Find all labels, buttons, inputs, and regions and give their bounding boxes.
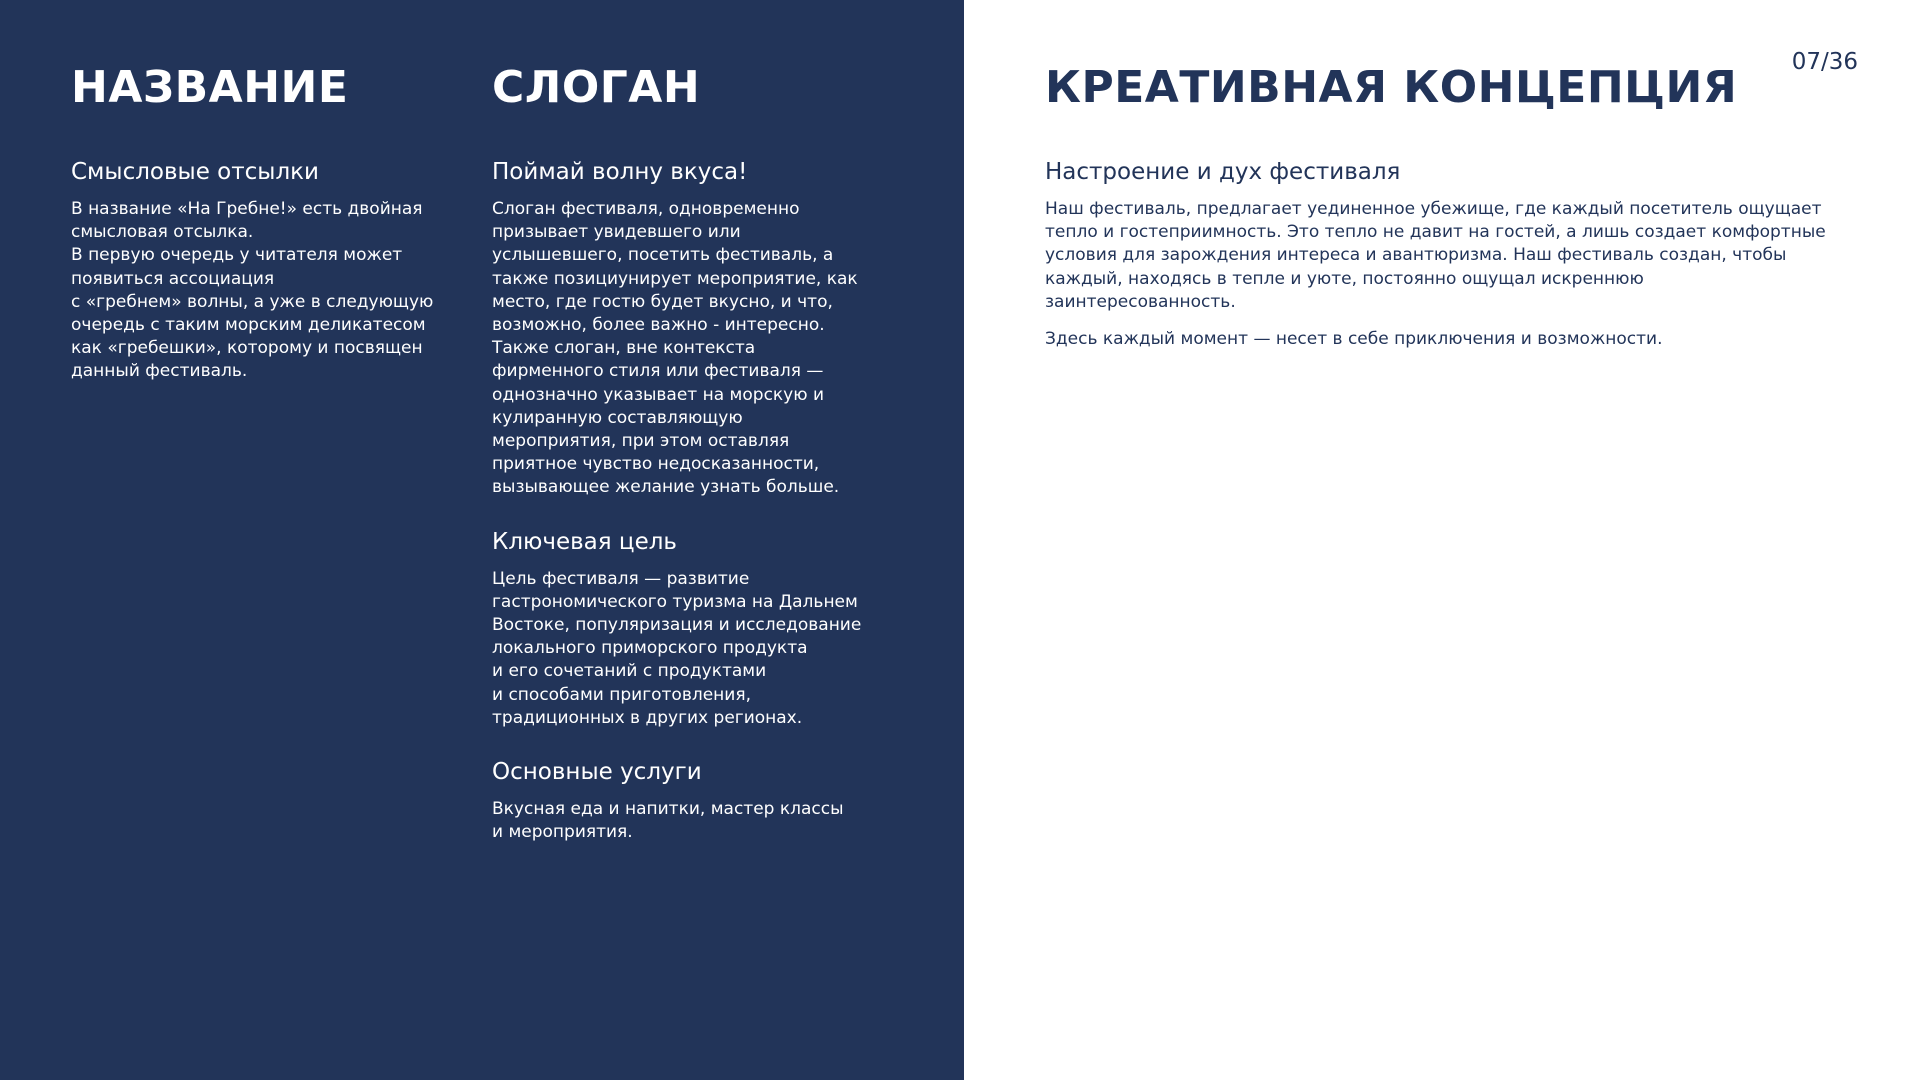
mood-text: Наш фестиваль, предлагает уединенное убежище, где каждый посетитель ощущает тепло и гостеприимность. Это тепло не давит на гостей, а лишь создает комфортные условия для зарождения интереса и авантюризма. Наш фестиваль создан, чтобы каждый, находясь в тепле и уюте, постоянно ощущал искреннюю заинтересованность. [1045, 199, 1826, 312]
mood-text-2: Здесь каждый момент — несет в себе приключения и возможности. [1045, 329, 1663, 350]
key-goal-heading: Ключевая цель [492, 528, 677, 555]
semantic-references-section [71, 158, 461, 384]
concept-title: КРЕАТИВНАЯ КОНЦЕПЦИЯ [1045, 62, 1738, 113]
slogan-section [492, 158, 892, 500]
main-services-text: Вкусная еда и напитки, мастер классы и мероприятия. [492, 799, 844, 843]
slogan-title: СЛОГАН [492, 62, 701, 113]
mood-heading: Настроение и дух фестиваля [1045, 159, 1401, 185]
main-services-section [492, 758, 892, 844]
semantic-references-text: В название «На Гребне!» есть двойная смысловая отсылка. В первую очередь у читателя может появиться ассоциация с «гребнем» волны, а уже в следующую очередь с таким морским деликатесом как «гребешки», которому и посвящен данный фестиваль. [71, 199, 434, 382]
semantic-references-heading: Смысловые отсылки [71, 159, 319, 185]
name-title: НАЗВАНИЕ [71, 62, 349, 113]
slogan-heading: Поймай волну вкуса! [492, 159, 748, 185]
key-goal-section [492, 528, 892, 730]
mood-section [1045, 158, 1860, 351]
page-counter: 07/36 [1791, 49, 1858, 75]
main-services-heading: Основные услуги [492, 759, 702, 786]
key-goal-text: Цель фестиваля — развитие гастрономического туризма на Дальнем Востоке, популяризация и исследование локального приморского продукта и его сочетаний с продуктами и способами приготовления, традиционных в других регионах. [492, 568, 862, 728]
slogan-text: Слоган фестиваля, одновременно призывает увидевшего или услышевшего, посетить фестиваль, а также позициунирует мероприятие, как место, где гостю будет вкусно, и что, возможно, более важно - интересно. Также слоган, вне контекста фирменного стиля или фестиваля — однозначно указывает на морскую и кулиранную составляющую мероприятия, при этом оставляя приятное чувство недосказанности, вызывающее желание узнать больше. [492, 199, 858, 498]
